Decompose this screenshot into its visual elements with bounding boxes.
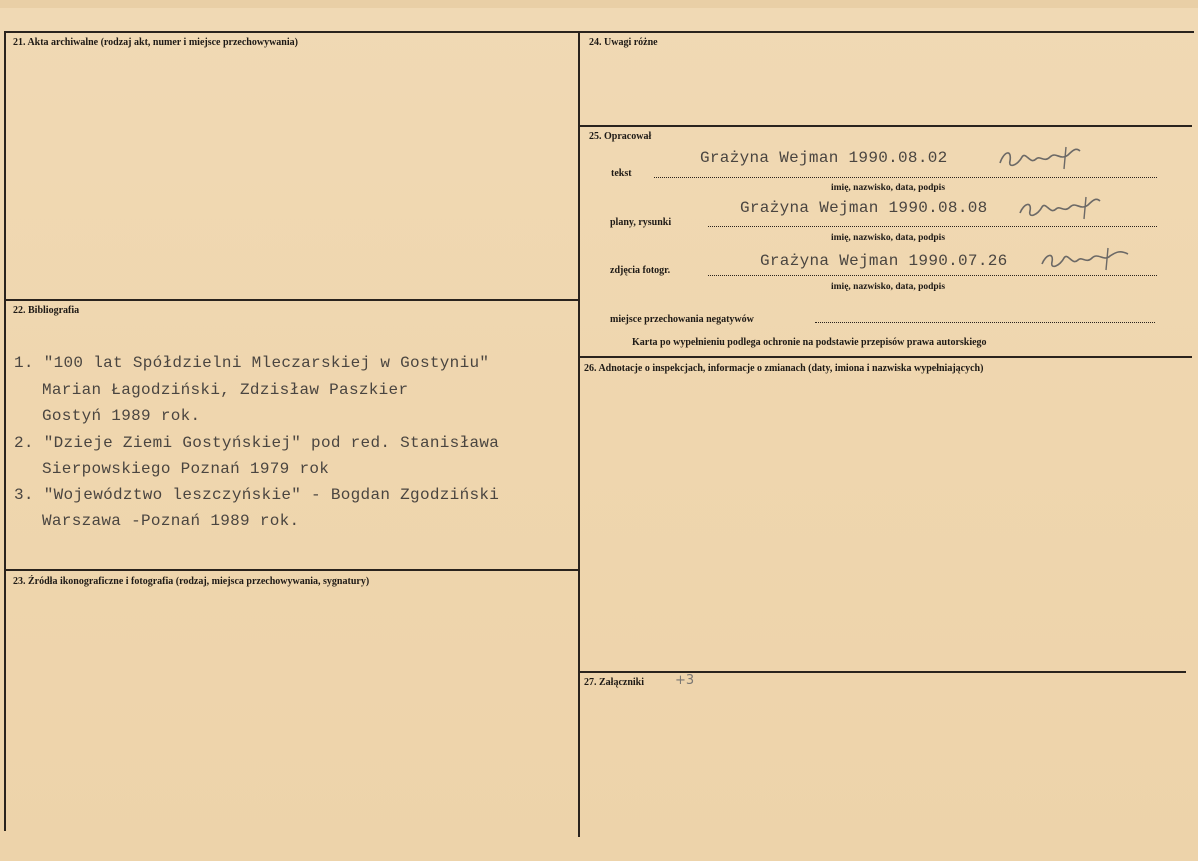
negatives-storage-label: miejsce przechowania negatywów — [610, 314, 754, 325]
text-author-dotted-line — [654, 177, 1157, 178]
section-24-label: 24. Uwagi różne — [589, 37, 658, 48]
divider-26-27 — [579, 671, 1186, 673]
text-author-label: tekst — [611, 168, 632, 179]
divider-24-25 — [579, 125, 1192, 127]
copyright-note: Karta po wypełnieniu podlega ochronie na podstawie przepisów prawa autorskiego — [632, 337, 987, 348]
divider-25-26 — [579, 356, 1192, 358]
signature-1 — [990, 143, 1090, 173]
drawings-author-label: plany, rysunki — [610, 217, 672, 228]
frame-center-vertical — [578, 31, 580, 837]
bibliography-line-7: Warszawa -Poznań 1989 rok. — [42, 512, 300, 530]
bibliography-line-1: 1. "100 lat Spółdzielni Mleczarskiej w Gostyniu" — [14, 354, 490, 372]
frame-top-line — [4, 31, 1194, 33]
section-26-label: 26. Adnotacje o inspekcjach, informacje o zmianach (daty, imiona i nazwiska wypełniających) — [584, 363, 984, 374]
bibliography-line-2: Marian Łagodziński, Zdzisław Paszkier — [42, 381, 409, 399]
section-22-label: 22. Bibliografia — [13, 305, 80, 316]
text-author-value: Grażyna Wejman 1990.08.02 — [700, 149, 948, 167]
photos-author-label: zdjęcia fotogr. — [610, 265, 671, 276]
drawings-author-dotted-line — [708, 226, 1157, 227]
attachments-handwritten-note: +3 — [675, 673, 695, 688]
text-author-caption: imię, nazwisko, data, podpis — [831, 183, 946, 193]
photos-author-caption: imię, nazwisko, data, podpis — [831, 282, 946, 292]
photos-author-value: Grażyna Wejman 1990.07.26 — [760, 252, 1008, 270]
drawings-author-value: Grażyna Wejman 1990.08.08 — [740, 199, 988, 217]
drawings-author-caption: imię, nazwisko, data, podpis — [831, 233, 946, 243]
section-25-label: 25. Opracował — [589, 131, 652, 142]
signature-2 — [1012, 193, 1112, 223]
frame-left-line — [4, 31, 6, 831]
top-edge — [0, 0, 1198, 8]
divider-21-22 — [4, 299, 579, 301]
signature-3 — [1034, 244, 1134, 274]
bibliography-line-4: 2. "Dzieje Ziemi Gostyńskiej" pod red. Stanisława — [14, 434, 500, 452]
negatives-storage-dotted-line — [815, 322, 1155, 323]
divider-22-23 — [4, 569, 579, 571]
photos-author-dotted-line — [708, 275, 1157, 276]
bibliography-line-5: Sierpowskiego Poznań 1979 rok — [42, 460, 330, 478]
section-27-label: 27. Załączniki — [584, 677, 645, 688]
bibliography-line-6: 3. "Województwo leszczyńskie" - Bogdan Zgodziński — [14, 486, 500, 504]
section-21-label: 21. Akta archiwalne (rodzaj akt, numer i miejsce przechowywania) — [13, 37, 298, 48]
section-23-label: 23. Źródła ikonograficzne i fotografia (rodzaj, miejsca przechowywania, sygnatury) — [13, 576, 370, 587]
bibliography-line-3: Gostyń 1989 rok. — [42, 407, 201, 425]
